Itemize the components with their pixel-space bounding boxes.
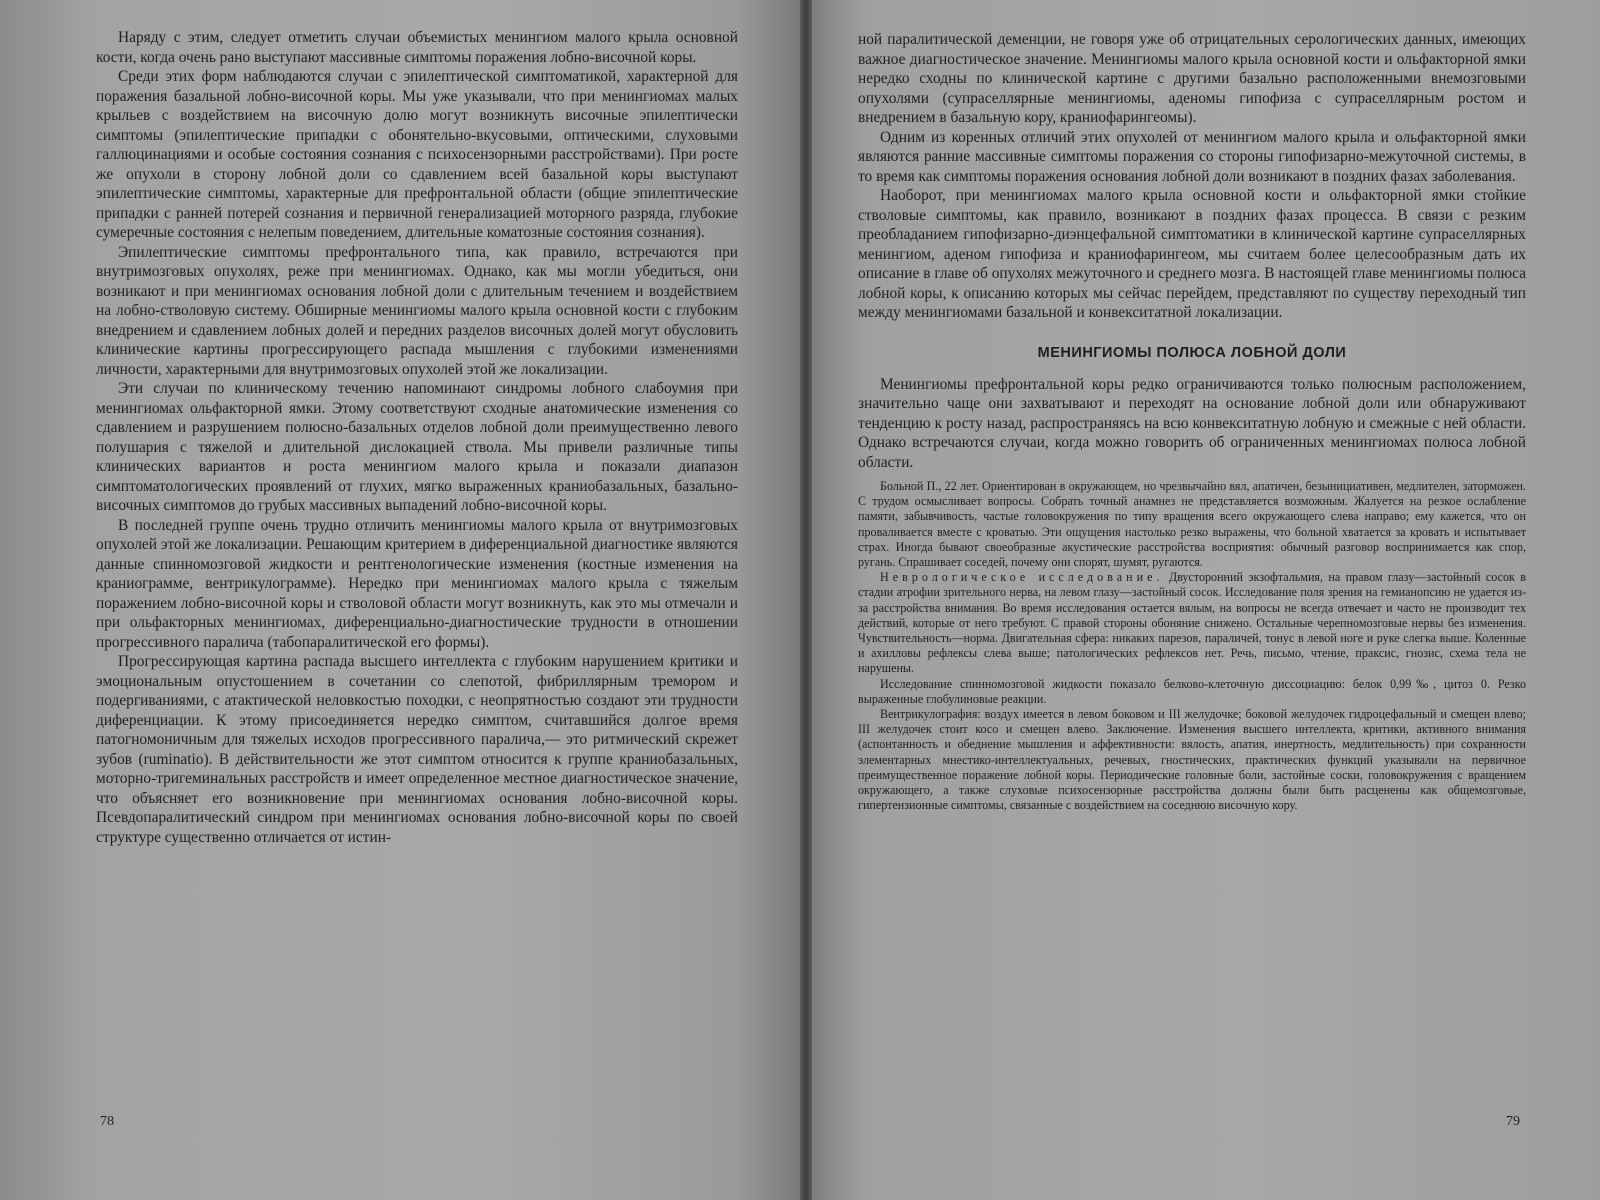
right-page-text — [858, 30, 1526, 323]
case-paragraph: Больной П., 22 лет. Ориентирован в окружающем, но чрезвычайно вял, апатичен, безынициативен, медлителен, заторможен. С трудом осмысливает вопросы. Собрать точный анамнез не представляется возможным. Жалуется на резкое ослабление памяти, забывчивость, частые головокружения по типу вращения всего окружающего слева направо; ему кажется, что он проваливается вместе с кроватью. Эти ощущения настолько резко выражены, что больной хватается за кровать и испытывает страх. Иногда бывают своеобразные акустические расстройства восприятия: обычный разговор воспринимается как спор, ругань. Спрашивает соседей, почему они спорят, шумят, ругаются. — [858, 479, 1526, 570]
paragraph: Наряду с этим, следует отметить случаи объемистых менингиом малого крыла основной кости, когда очень рано выступают массивные симптомы поражения лобно-височной коры. — [96, 29, 738, 66]
case-paragraph — [858, 570, 1526, 676]
section-heading: МЕНИНГИОМЫ ПОЛЮСА ЛОБНОЙ ДОЛИ — [1037, 344, 1347, 361]
paragraph: Среди этих форм наблюдаются случаи с эпилептической симптоматикой, характерной для поражения базальной лобно-височной коры. Мы уже указывали, что при менингиомах малых крыльев с воздействием на височную долю могут возникнуть височные эпилептически симптомы (эпилептические припадки с обонятельно-вкусовыми, оптическими, слуховыми галлюцинациями и особые состояния сознания с психосензорными расстройствами). При росте же опухоли в сторону лобной доли со сдавлением всей базальной коры выступают эпилептические симптомы, характерные для префронтальной области (общие эпилептические припадки с ранней потерей сознания и первичной генерализацией моторного разряда, глубокие сумеречные состояния с нелепым поведением, длительные коматозные состояния сознания). — [96, 68, 738, 241]
paragraph: Эпилептические симптомы префронтального типа, как правило, встречаются при внутримозговых опухолях, реже при менингиомах. Однако, как мы могли убедиться, они возникают и при менингиомах основания лобной доли с длительным течением и воздействием на лобно-стволовую систему. Обширные менингиомы малого крыла основной кости с глубоким внедрением и сдавлением лобных долей и передних разделов височных долей могут обусловить клинические картины прогрессирующего распада мышления с глубокими изменениями личности, характерными для внутримозговых опухолей этой же локализации. — [96, 243, 738, 378]
book-gutter — [800, 0, 812, 1200]
paragraph: Наоборот, при менингиомах малого крыла основной кости и ольфакторной ямки стойкие стволовые симптомы, как правило, возникают в поздних фазах процесса. В связи с резким преобладанием гипофизарно-диэнцефальной симптоматики в клинической картине супраселлярных менингиом, аденом гипофиза и краниофарингеом, мы считаем более целесообразным дать их описание в главе об опухолях межуточного и среднего мозга. В настоящей главе менингиомы полюса лобной коры, к описанию которых мы сейчас перейдем, представляют по существу переходный тип между менингиомами базальной и конвекситатной локализации. — [858, 187, 1526, 321]
page-number: 79 — [1506, 1114, 1520, 1129]
page-number: 78 — [100, 1114, 114, 1129]
paragraph: Эти случаи по клиническому течению напоминают синдромы лобного слабоумия при менингиомах ольфакторной ямки. Этому соответствуют сходные анатомические изменения со сдавлением и разрушением полюсно-базальных отделов лобной доли преимущественно левого полушария с тяжелой и длительной дислокацией ствола. Мы привели различные типы клинических вариантов и роста менингиом малого крыла и показали диапазон симптоматологических проявлений от глухих, мягко выраженных краниобазальных, базально-височных симптомов до грубых массивных выпадений лобно-височной коры. — [96, 380, 738, 514]
neuro-exam-label: Неврологическое исследование. — [880, 570, 1164, 585]
case-paragraph: Исследование спинномозговой жидкости показало белково-клеточную диссоциацию: белок 0,99‰, цитоз 0. Резко выраженные глобулиновые реакции. — [858, 676, 1526, 706]
case-paragraph: Вентрикулография: воздух имеется в левом боковом и III желудочке; боковой желудочек гидроцефальный и смещен влево; III желудочек стоит косо и смещен влево. Заключение. Изменения высшего интеллекта, критики, активного внимания (аспонтанность и обеднение мышления и аффективности: вялость, апатия, инертность, медлительность) при сохранности элементарных мнестико-интеллектуальных, речевых, гностических, практических функций указывали на первичное преимущественное поражение лобной коры. Периодические головные боли, застойные соски, головокружения с вращением окружающего, а также слуховые психосензорные расстройства должны были быть расценены как общемозговые, гипертензионные симптомы, связанные с воздействием на соседнюю височную кору. — [858, 707, 1526, 813]
paragraph: Прогрессирующая картина распада высшего интеллекта с глубоким нарушением критики и эмоциональным опустошением в сочетании со слепотой, фибриллярным тремором и подергиваниями, с атактической неловкостью походки, с неопрятностью создают эти трудности диференциации. К этому присоединяется нередко симптом, считавшийся долгое время патогномоничным для тяжелых исходов прогрессивного паралича,— это ритмический скрежет зубов (ruminatio). В действительности же этот симптом относится к группе краниобазальных, моторно-тригеминальных расстройств и имеет определенное местное диагностическое значение, что объясняет его возникновение при менингиомах основания лобно-височной коры. Псевдопаралитический синдром при менингиомах основания лобно-височной коры по своей структуре существенно отличается от истин- — [96, 653, 738, 846]
right-page — [812, 0, 1600, 1200]
paragraph: Одним из коренных отличий этих опухолей от менингиом малого крыла и ольфакторной ямки являются ранние массивные симптомы поражения со стороны гипофизарно-межуточной системы, в то время как симптомы поражения основания лобной доли возникают в поздних фазах заболевания. — [858, 128, 1526, 185]
paragraph: Менингиомы префронтальной коры редко ограничиваются только полюсным расположением, значительно чаще они захватывают и переходят на основание лобной доли или обнаруживают тенденцию к росту назад, распространяясь на всю конвекситатную лобную и смежные с ней области. Однако встречаются случаи, когда можно говорить об ограниченных менингиомах полюса лобной области. — [858, 375, 1526, 471]
case-report — [858, 479, 1526, 813]
paragraph: ной паралитической деменции, не говоря уже об отрицательных серологических данных, имеющих важное диагностическое значение. Менингиомы малого крыла основной кости и ольфакторной ямки нередко сходны по клинической картине с другими базально расположенными внемозговыми опухолями (супраселлярные менингиомы, аденомы гипофиза с супраселлярным ростом и внедрением в базальную кору, краниофарингеомы). — [858, 31, 1526, 126]
left-page-text — [96, 28, 738, 847]
neuro-exam-text: Двусторонний экзофтальмия, на правом глазу—застойный сосок в стадии атрофии зрительного нерва, на левом глазу—застойный сосок. Исследование поля зрения на гемианопсию не удается из-за расстройства внимания. Во время исследования остается вялым, на вопросы не всегда отвечает и часто не производит тех действий, которые от него требуют. С правой стороны обоняние снижено. Остальные черепномозговые нервы без изменения. Чувствительность—норма. Двигательная сфера: никаких парезов, параличей, тонус в левой ноге и руке слегка выше. Коленные и ахилловы рефлексы слева выше; патологических рефлексов нет. Речь, письмо, чтение, праксис, гнозис, схема тела не нарушены. — [858, 570, 1526, 676]
paragraph: В последней группе очень трудно отличить менингиомы малого крыла от внутримозговых опухолей этой же локализации. Решающим критерием в диференциальной диагностике являются данные спинномозговой жидкости и рентгенологические изменения (костные изменения на краниограмме, вентрикулограмме). Нередко при менингиомах малого крыла с тяжелым поражением лобно-височной коры и стволовой области могут возникнуть, как это мы отмечали и при ольфакторных менингиомах, диференциально-диагностические трудности в отношении прогрессивного паралича (табопаралитической его формы). — [96, 516, 738, 651]
section-body — [858, 375, 1526, 473]
